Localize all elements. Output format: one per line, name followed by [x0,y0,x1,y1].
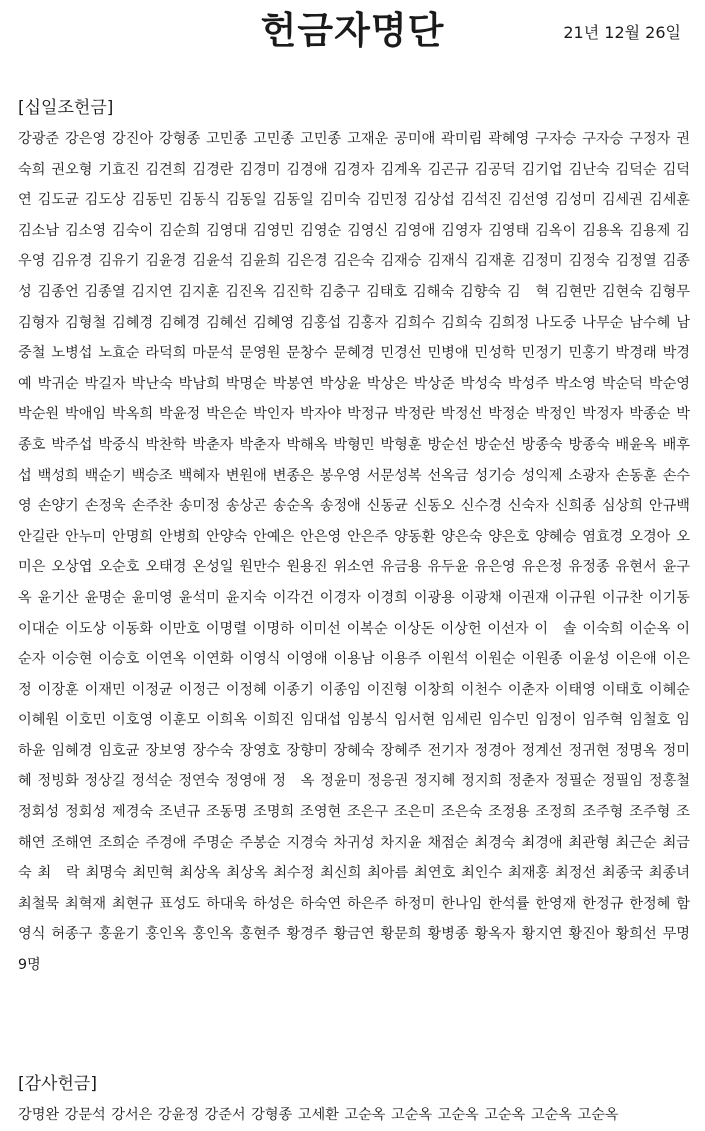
tithe-section-heading: [십일조헌금] [18,98,114,118]
tithe-donor-names: 강광준 강은영 강진아 강형종 고민종 고민종 고민종 고재운 공미애 곽미림 곽혜영 구자승 구자승 구정자 권숙희 권오형 기효진 김견희 김경란 김경미 김경애 김경자 김계옥 김곤규 김공덕 김기업 김난숙 김덕순 김덕연 김도균 김도상 김동민 김동식 김동일 김동일 김미숙 김민정 김상섭 김석진 김선영 김성미 김세권 김세훈 김소남 김소영 김숙이 김순희 김영대 김영민 김영순 김영신 김영애 김영자 김영태 김옥이 김용옥 김용제 김우영 김유경 김유기 김윤경 김윤석 김윤희 김은경 김은숙 김재승 김재식 김재훈 김정미 김정숙 김정열 김종성 김종언 김종열 김지연 김지훈 김진옥 김진학 김충구 김태호 김해숙 김향숙 김 혁 김현만 김현숙 김형무 김형자 김형철 김혜경 김혜경 김혜선 김혜영 김홍섭 김홍자 김희수 김희숙 김희정 나도중 나무순 남수혜 남중철 노병섭 노효순 라덕희 마문석 문영원 문창수 문혜경 민경선 민병애 민성학 민정기 민홍기 박경래 박경예 박귀순 박길자 박난숙 박남희 박명순 박봉연 박상윤 박상은 박상준 박성숙 박성주 박소영 박순덕 박순영 박순원 박애임 박옥희 박윤정 박은순 박인자 박자야 박정규 박정란 박정선 박정순 박정인 박정자 박종순 박종호 박주섭 박중식 박찬학 박춘자 박춘자 박해옥 박형민 박형훈 방순선 방순선 방종숙 방종숙 배윤옥 배후섭 백성희 백순기 백승조 백혜자 변원애 변종은 봉우영 서문성복 선옥금 성기승 성익제 소광자 손동훈 손수영 손양기 손정욱 손주찬 송미정 송상곤 송순옥 송정애 신동균 신동오 신수경 신숙자 신희종 심상희 안규백 안길란 안누미 안명희 안병희 안양숙 안예은 안은영 안은주 양동환 양은숙 양은호 양혜승 염효경 오경아 오미은 오상엽 오순호 오태경 온성일 원만수 원용진 위소연 유금용 유두윤 유은영 유은정 유정종 유현서 윤구옥 윤기산 윤명순 윤미영 윤석미 윤지숙 이각건 이경자 이경희 이광용 이광채 이권재 이규원 이규찬 이기동 이대순 이도상 이동화 이만호 이명렬 이명하 이미선 이복순 이상돈 이상헌 이선자 이 솔 이숙희 이순옥 이순자 이승현 이승호 이연옥 이연화 이영식 이영애 이용남 이용주 이원석 이원순 이원종 이윤성 이은애 이은정 이장훈 이재민 이정균 이정근 이정혜 이종기 이종임 이진형 이창희 이천수 이춘자 이태영 이태호 이혜순 이혜원 이호민 이호영 이훈모 이희옥 이희진 임대섭 임봉식 임서현 임세린 임수민 임정이 임주혁 임철호 임하윤 임혜경 임호균 장보영 장수숙 장영호 장향미 장혜숙 장혜주 전기자 정경아 정계선 정귀현 정명옥 정미혜 정빙화 정상길 정석순 정연숙 정영애 정 옥 정윤미 정응권 정지혜 정지희 정춘자 정필순 정필임 정홍철 정회성 정회성 제경숙 조년규 조동명 조명희 조영현 조은구 조은미 조은숙 조정용 조정희 조주형 조주형 조해연 조해연 조희순 주경애 주명순 주봉순 지경숙 차귀성 차지윤 채점순 최경숙 최경애 최관형 최근순 최금숙 최 락 최명숙 최민혁 최상옥 최상옥 최수정 최신희 최아름 최연호 최인수 최재홍 최정선 최종국 최종녀 최철묵 최혁재 최현규 표성도 하대욱 하성은 하숙연 하은주 하정미 한나임 한석률 한영재 한정규 한정혜 함영식 허종구 홍윤기 홍인옥 홍인옥 홍현주 황경주 황금연 황문희 황병종 황옥자 황지연 황진아 황희선 무명9명 [18,131,690,974]
thanksgiving-section [18,1072,690,1131]
page-header [0,0,705,70]
thanksgiving-section-heading: [감사헌금] [18,1074,97,1094]
thanksgiving-donor-names: 강명완 강문석 강서은 강윤정 강준서 강형종 고세환 고순옥 고순옥 고순옥 고순옥 고순옥 고순옥 [18,1107,619,1123]
tithe-section [18,96,690,981]
date-label: 21년 12월 26일 [563,23,681,42]
page-title: 헌금자명단 [260,9,445,52]
